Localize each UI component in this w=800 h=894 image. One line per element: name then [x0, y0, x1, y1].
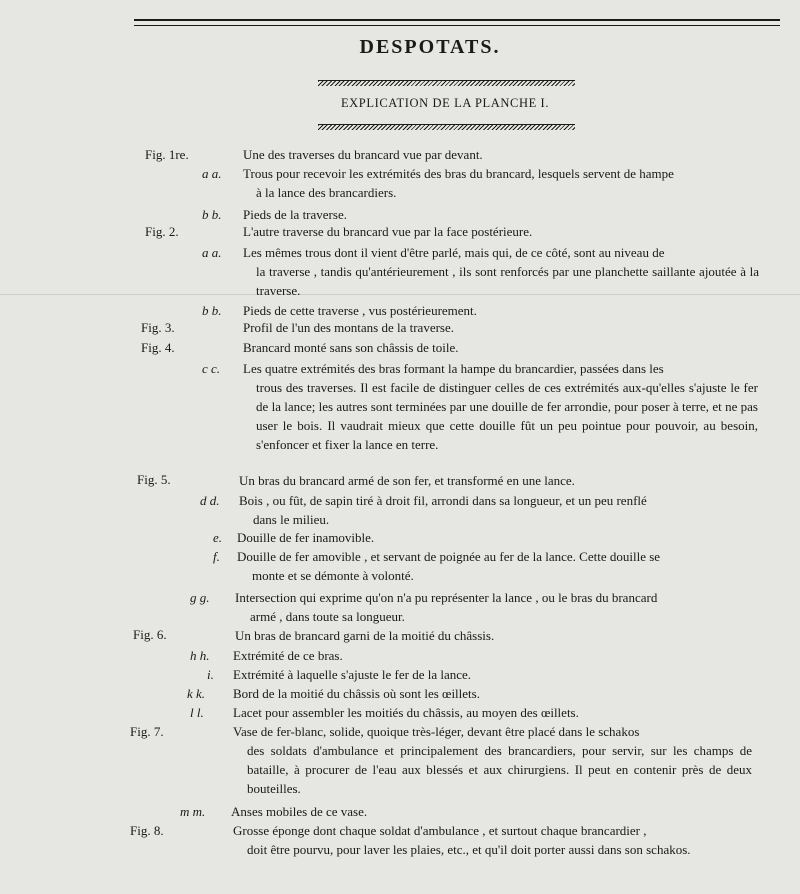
- section-heading: EXPLICATION DE LA PLANCHE I.: [340, 96, 550, 110]
- entry-text: Pieds de cette traverse , vus postérieurement.: [243, 303, 477, 318]
- figure-label: Fig. 7.: [130, 724, 164, 739]
- entry-continuation: dans le milieu.: [253, 512, 330, 527]
- entry-continuation: des soldats d'ambulance et principalement des brancardiers, pour servir, sur les champs de bataille, à procurer de l'eau aux blessés et aux chirurgiens. Il peut en contenir près de deux bouteilles.: [247, 743, 752, 796]
- entry-marker: a a.: [202, 166, 222, 181]
- entry-marker: a a.: [202, 245, 222, 260]
- entry-text: Profil de l'un des montans de la traverse.: [243, 320, 455, 335]
- entry-marker: b b.: [202, 303, 222, 318]
- entry-text: Grosse éponge dont chaque soldat d'ambulance , et surtout chaque brancardier ,: [233, 823, 647, 838]
- figure-label: Fig. 1re.: [145, 147, 189, 162]
- entry-text: Extrémité à laquelle s'ajuste le fer de la lance.: [233, 667, 472, 682]
- entry-continuation: la traverse , tandis qu'antérieurement , ils sont renforcés par une planchette saillante ajoutée à la traverse.: [256, 264, 759, 298]
- entry-text: Trous pour recevoir les extrémités des bras du brancard, lesquels servent de hampe: [243, 166, 674, 181]
- entry-text: Vase de fer-blanc, solide, quoique très-léger, devant être placé dans le schakos: [233, 724, 640, 739]
- entry-marker: b b.: [202, 207, 222, 222]
- entry-text: Une des traverses du brancard vue par devant.: [243, 147, 483, 162]
- entry-text: L'autre traverse du brancard vue par la face postérieure.: [243, 224, 533, 239]
- entry-marker: c c.: [202, 361, 221, 376]
- figure-label: Fig. 8.: [130, 823, 164, 838]
- entry-marker: g g.: [190, 590, 210, 605]
- figure-label: Fig. 2.: [145, 224, 179, 239]
- figure-label: Fig. 4.: [141, 340, 175, 355]
- entry-continuation: doit être pourvu, pour laver les plaies, etc., et qu'il doit porter aussi dans son schakos.: [247, 842, 691, 857]
- entry-text: Lacet pour assembler les moitiés du châssis, au moyen des œillets.: [233, 705, 579, 720]
- entry-text: Pieds de la traverse.: [243, 207, 347, 222]
- figure-label: Fig. 6.: [133, 627, 167, 642]
- figure-label: Fig. 5.: [137, 472, 171, 487]
- entry-text: Les quatre extrémités des bras formant la hampe du brancardier, passées dans les: [243, 361, 664, 376]
- entry-text: Un bras du brancard armé de son fer, et transformé en une lance.: [239, 473, 575, 488]
- entry-marker: f.: [213, 549, 220, 564]
- entry-marker: i.: [207, 667, 214, 682]
- entry-text: Extrémité de ce bras.: [233, 648, 343, 663]
- top-double-rule: [134, 19, 780, 26]
- entry-marker: d d.: [200, 493, 220, 508]
- entry-continuation: armé , dans toute sa longueur.: [250, 609, 405, 624]
- entry-text: Un bras de brancard garni de la moitié du châssis.: [235, 628, 495, 643]
- entry-text: Anses mobiles de ce vase.: [231, 804, 368, 819]
- page-title: DESPOTATS.: [359, 36, 501, 58]
- entry-text: Intersection qui exprime qu'on n'a pu représenter la lance , ou le bras du brancard: [235, 590, 658, 605]
- entry-text: Douille de fer inamovible.: [237, 530, 375, 545]
- entry-marker: e.: [213, 530, 223, 545]
- ornamental-rule-top: [318, 80, 575, 86]
- entry-marker: l l.: [190, 705, 204, 720]
- entry-marker: m m.: [180, 804, 206, 819]
- entry-text: Douille de fer amovible , et servant de poignée au fer de la lance. Cette douille se: [237, 549, 661, 564]
- entry-text: Brancard monté sans son châssis de toile.: [243, 340, 459, 355]
- entry-continuation: trous des traverses. Il est facile de distinguer celles de ces extrémités aux-qu'elles s'ajuste le fer de la lance; les autres sont terminées par une douille de fer arrondie, pour poser à terre, et ne pas user le bois. Il vaudrait mieux que cette douille fût un peu pointue pour pouvoir, au besoin, s'enfoncer et fixer la lance en terre.: [256, 380, 758, 452]
- entry-continuation: monte et se démonte à volonté.: [252, 568, 414, 583]
- ornamental-rule-bottom: [318, 124, 575, 130]
- entry-text: Bord de la moitié du châssis où sont les œillets.: [233, 686, 480, 701]
- entry-continuation: à la lance des brancardiers.: [256, 185, 397, 200]
- entry-marker: k k.: [187, 686, 206, 701]
- entry-text: Les mêmes trous dont il vient d'être parlé, mais qui, de ce côté, sont au niveau de: [243, 245, 665, 260]
- entry-text: Bois , ou fût, de sapin tiré à droit fil, arrondi dans sa longueur, et un peu renflé: [239, 493, 647, 508]
- entry-marker: h h.: [190, 648, 210, 663]
- figure-label: Fig. 3.: [141, 320, 175, 335]
